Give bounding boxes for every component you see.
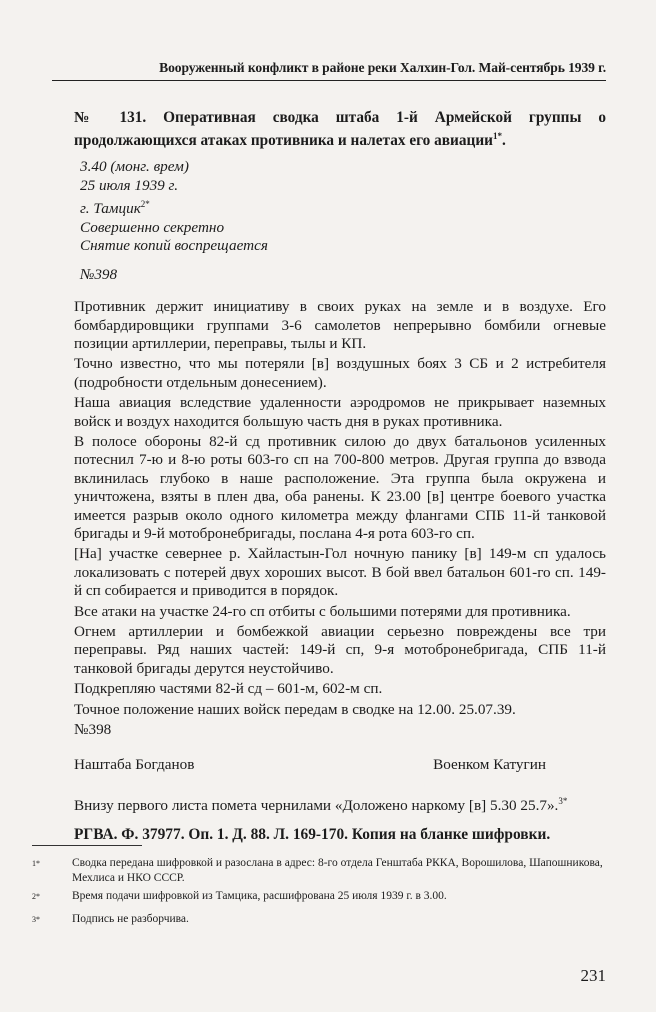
paragraph-number: №398: [74, 721, 112, 739]
document-number: №398: [80, 265, 118, 283]
footnote: [32, 856, 606, 886]
archival-note: [74, 792, 606, 815]
footnotes: [32, 856, 606, 935]
signature-commissar: Военком Катугин: [433, 755, 546, 773]
title-end: .: [501, 132, 506, 150]
paragraph-5: [На] участке севернее р. Хайластын-Гол ночную панику [в] 149-м сп удалось локализовать с потерей двух хороших высот. В бой ввел батальон 601-го сп. 149-й сп собирается и приводится в порядок.: [74, 545, 606, 600]
footnote-rule: [32, 845, 142, 846]
meta-no-copies: Снятие копий воспрещается: [80, 237, 268, 255]
header-rule: [52, 80, 606, 81]
page-number: 231: [580, 966, 606, 985]
paragraph-6: Все атаки на участке 24-го сп отбиты с большими потерями для противника.: [74, 602, 571, 620]
footnote-text: Сводка передана шифровкой и разослана в адрес: 8-го отдела Генштаба РККА, Ворошилова, Шапошникова, Мехлиса и НКО СССР.: [72, 857, 603, 884]
paragraph-1: Противник держит инициативу в своих руках на земле и в воздухе. Его бомбардировщики группами 3-6 самолетов непрерывно бомбили огневые позиции артиллерии, переправы, тылы и КП.: [74, 298, 606, 352]
footnote: [32, 912, 606, 932]
signature-chief-of-staff: Наштаба Богданов: [74, 755, 195, 773]
document-body: [74, 298, 606, 739]
footnote-mark: 2*: [32, 892, 40, 901]
meta-time: 3.40 (монг. врем): [80, 158, 189, 176]
paragraph-8: Подкрепляю частями 82-й сд – 601-м, 602-м сп.: [74, 680, 383, 698]
note-footnote-ref[interactable]: 3*: [558, 795, 568, 806]
meta-secret: Совершенно секретно: [80, 218, 225, 236]
footnote: [32, 889, 606, 909]
document-meta: [80, 158, 606, 256]
footnote-mark: 3*: [32, 914, 40, 924]
paragraph-2: Точно известно, что мы потеряли [в] воздушных боях 3 СБ и 2 истребителя (подробности отдельным донесением).: [74, 355, 606, 391]
title-footnote-ref[interactable]: 1*: [492, 131, 502, 141]
paragraph-3: Наша авиация вследствие удаленности аэродромов не прикрывает наземных войск и воздух находится большую часть дня в руках противника.: [74, 394, 606, 430]
paragraph-4: В полосе обороны 82-й сд противник силою до двух батальонов усиленных потеснил 7-ю и 8-ю роты 603-го сп на 700-800 метров. Другая группа до взвода вклинилась глубоко в наше расположение. Эта группа была окружена и уничтожена, взяты в плен два, оба ранены. К 23.00 [в] центре боевого участка имеется разрыв около одного километра между флангами СПБ 11-й танковой бригады и 9-й мотобронебригады, послана 4-я рота 603-го сп.: [74, 433, 606, 543]
archival-note-text: Внизу первого листа помета чернилами «Доложено наркому [в] 5.30 25.7».: [74, 796, 559, 814]
paragraph-9: Точное положение наших войск передам в сводке на 12.00. 25.07.39.: [74, 700, 516, 718]
footnote-text: Подпись не разборчива.: [72, 912, 189, 925]
footnote-mark: 1*: [32, 859, 40, 868]
document-title-text: № 131. Оперативная сводка штаба 1-й Армейской группы о продолжающихся атаках противника и налетах его авиации: [74, 109, 606, 150]
running-head: Вооруженный конфликт в районе реки Халхин-Гол. Май-сентябрь 1939 г.: [159, 60, 606, 75]
place-footnote-ref[interactable]: 2*: [140, 199, 150, 210]
footnote-text: Время подачи шифровкой из Тамцика, расшифрована 25 июля 1939 г. в 3.00.: [72, 890, 447, 902]
main-content: [74, 108, 606, 844]
meta-place-line: [80, 195, 606, 219]
meta-place: г. Тамцик: [80, 200, 141, 218]
paragraph-7: Огнем артиллерии и бомбежкой авиации серьезно повреждены все три переправы. Ряд наших частей: 149-й сп, 9-я мотобронебригада, СПБ 11-й танковой бригады дерутся неустойчиво.: [74, 623, 606, 677]
signatures: [74, 756, 546, 774]
archive-reference: РГВА. Ф. 37977. Оп. 1. Д. 88. Л. 169-170. Копия на бланке шифровки.: [74, 825, 551, 843]
document-title: [74, 108, 606, 150]
meta-date: 25 июля 1939 г.: [80, 176, 179, 194]
